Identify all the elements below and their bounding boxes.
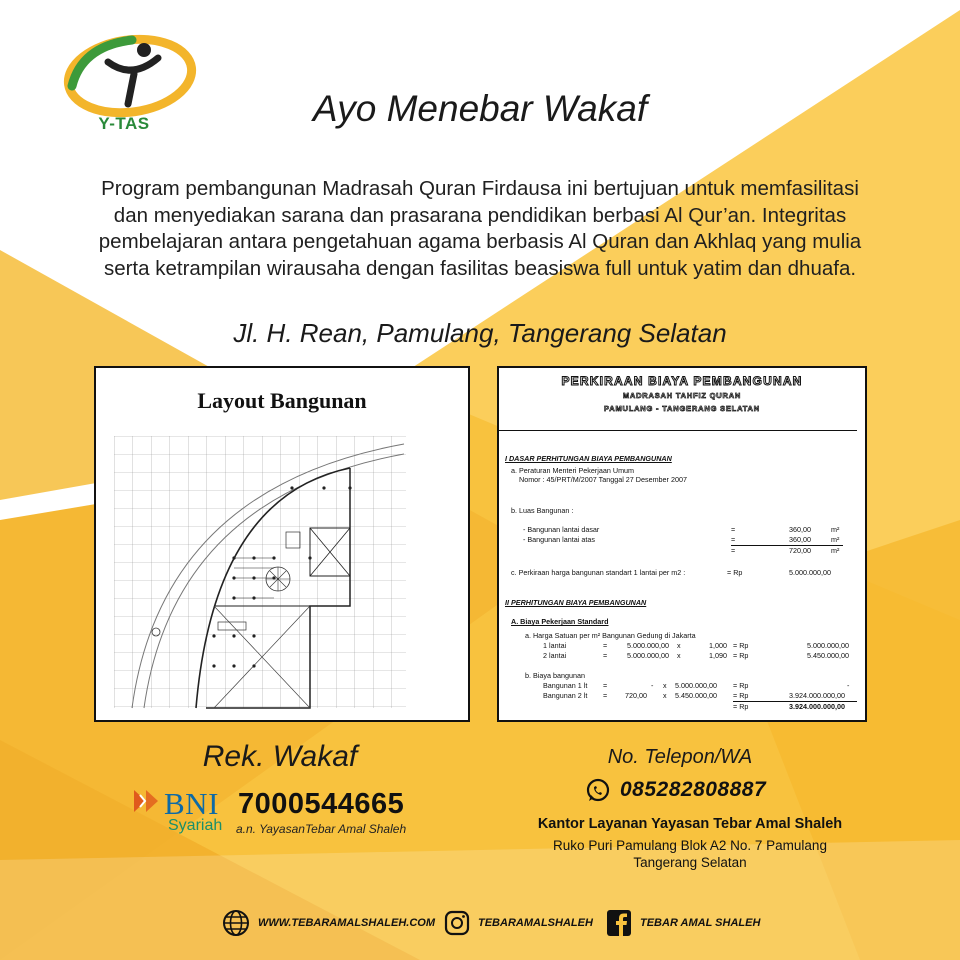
price-row-x: x xyxy=(677,641,681,650)
cost-row-x: x xyxy=(663,691,667,700)
area-row-unit: m² xyxy=(831,525,840,534)
account-number: 7000544665 xyxy=(238,788,405,820)
instagram-icon xyxy=(444,910,470,936)
cost-row-eq: = xyxy=(603,691,608,700)
estimate-subheading: MADRASAH TAHFIZ QURAN xyxy=(622,391,742,400)
cost-row-total: 3.924.000.000,00 xyxy=(789,691,845,700)
estimate-heading: PERKIRAAN BIAYA PEMBANGUNAN xyxy=(561,374,803,388)
price-row-total: 5.450.000,00 xyxy=(807,651,849,660)
facebook-icon xyxy=(606,909,632,937)
website-label: WWW.TEBARAMALSHALEH.COM xyxy=(258,917,435,929)
area-row-label: - Bangunan lantai dasar xyxy=(523,525,600,534)
area-row-value: 720,00 xyxy=(789,546,811,555)
cost-row-x: x xyxy=(663,681,667,690)
cost-row-price: 5.000.000,00 xyxy=(675,681,717,690)
section1-b-label: b. Luas Bangunan : xyxy=(511,506,574,515)
whatsapp-icon xyxy=(585,778,611,804)
cost-estimate-panel xyxy=(497,366,867,722)
price-row-total: 5.000.000,00 xyxy=(807,641,849,650)
office-title: Kantor Layanan Yayasan Tebar Amal Shaleh xyxy=(537,816,843,832)
instagram-label: TEBARAMALSHALEH xyxy=(478,917,593,929)
section2-a-label: a. Harga Satuan per m² Bangunan Gedung di Jakarta xyxy=(525,631,696,640)
sum-line xyxy=(731,545,843,546)
price-row-x: x xyxy=(677,651,681,660)
office-address-line2: Tangerang Selatan xyxy=(633,855,747,870)
cost-row-eq: = xyxy=(603,681,608,690)
cost-row-qty: - xyxy=(651,681,654,690)
phone-number[interactable]: 085282808887 xyxy=(620,778,767,801)
divider xyxy=(499,430,857,431)
description-text: Program pembangunan Madrasah Quran Firdausa ini bertujuan untuk memfasilitasi dan menyediakan sarana dan prasarana pendidikan berbasi Al Qur’an. Integritas pembelajaran antara pengetahuan agama berbasis Al Quran dan Akhlaq yang mulia serta ketrampilan wirausaha dengan fasilitas beasiswa full untuk yatim dan dhuafa. xyxy=(98,177,862,280)
cost-row-label: Bangunan 2 lt xyxy=(543,691,588,700)
price-row-rp: = Rp xyxy=(733,641,749,650)
section1-c-value: 5.000.000,00 xyxy=(789,568,831,577)
phone-title: No. Telepon/WA xyxy=(607,746,753,768)
logo-text: Y-TAS xyxy=(98,114,150,133)
area-row-unit: m² xyxy=(831,535,840,544)
price-row-amount: 5.000.000,00 xyxy=(627,651,669,660)
rek-wakaf-title: Rek. Wakaf xyxy=(202,740,358,773)
cost-row-rp: = Rp xyxy=(733,691,749,700)
section1-c-sign: = Rp xyxy=(727,568,743,577)
cost-row-price: 5.450.000,00 xyxy=(675,691,717,700)
floor-plan-drawing xyxy=(114,436,410,712)
area-row-label: - Bangunan lantai atas xyxy=(523,535,595,544)
price-row-eq: = xyxy=(603,641,608,650)
area-row-value: 360,00 xyxy=(789,525,811,534)
area-row-value: 360,00 xyxy=(789,535,811,544)
price-row-rp: = Rp xyxy=(733,651,749,660)
area-row-sign: = xyxy=(731,525,736,534)
office-address xyxy=(500,837,880,871)
grand-total-value: 3.924.000.000,00 xyxy=(789,702,845,711)
price-row-label: 2 lantai xyxy=(543,651,567,660)
cost-row-label: Bangunan 1 lt xyxy=(543,681,588,690)
location-address: Jl. H. Rean, Pamulang, Tangerang Selatan xyxy=(233,318,727,348)
section1-label: I DASAR PERHITUNGAN BIAYA PEMBANGUNAN xyxy=(505,454,672,463)
layout-title: Layout Bangunan xyxy=(197,388,367,413)
cost-row-qty: 720,00 xyxy=(625,691,647,700)
website-link[interactable] xyxy=(222,908,435,938)
page-title: Ayo Menebar Wakaf xyxy=(312,88,648,129)
price-row-factor: 1,090 xyxy=(709,651,727,660)
instagram-link[interactable] xyxy=(444,908,593,938)
area-row-sign: = xyxy=(731,546,736,555)
facebook-label: TEBAR AMAL SHALEH xyxy=(640,917,761,929)
price-row-amount: 5.000.000,00 xyxy=(627,641,669,650)
section2-b-label: b. Biaya bangunan xyxy=(525,671,585,680)
account-holder: a.n. YayasanTebar Amal Shaleh xyxy=(236,822,407,836)
section1-a-line1: a. Peraturan Menteri Pekerjaan Umum xyxy=(511,466,635,475)
section1-c-label: c. Perkiraan harga bangunan standart 1 lantai per m2 : xyxy=(511,568,686,577)
area-row-unit: m² xyxy=(831,546,840,555)
bank-name: BNI xyxy=(164,786,219,821)
facebook-link[interactable] xyxy=(606,908,760,938)
grand-total-rp: = Rp xyxy=(733,702,749,711)
cost-row-rp: = Rp xyxy=(733,681,749,690)
bank-sub: Syariah xyxy=(168,817,223,834)
layout-panel xyxy=(94,366,470,722)
estimate-location: PAMULANG - TANGERANG SELATAN xyxy=(603,404,760,413)
section1-a-line2: Nomor : 45/PRT/M/2007 Tanggal 27 Desember 2007 xyxy=(519,475,687,484)
bni-logo-icon xyxy=(132,788,162,814)
price-row-label: 1 lantai xyxy=(543,641,567,650)
price-row-eq: = xyxy=(603,651,608,660)
cost-row-total: - xyxy=(847,681,850,690)
area-row-sign: = xyxy=(731,535,736,544)
section2-label: II PERHITUNGAN BIAYA PEMBANGUNAN xyxy=(505,598,647,607)
globe-icon xyxy=(222,909,250,937)
program-description xyxy=(92,176,868,282)
section2-A-label: A. Biaya Pekerjaan Standard xyxy=(511,617,609,626)
office-address-line1: Ruko Puri Pamulang Blok A2 No. 7 Pamulang xyxy=(553,838,827,853)
price-row-factor: 1,000 xyxy=(709,641,727,650)
